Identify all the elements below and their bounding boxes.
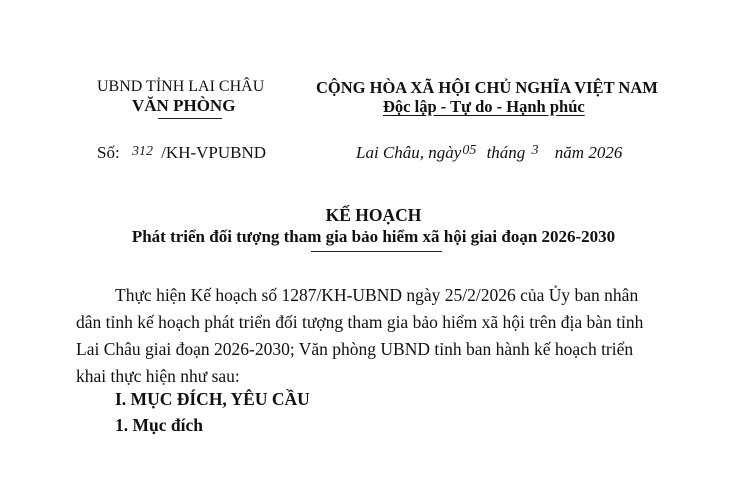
date-month: 3	[531, 143, 539, 158]
issuer-underline	[158, 118, 222, 119]
issuer-office: VĂN PHÒNG	[132, 96, 236, 115]
title-underline	[311, 251, 442, 252]
national-title: CỘNG HÒA XÃ HỘI CHỦ NGHĨA VIỆT NAM	[316, 78, 658, 97]
body-line-3: Lai Châu giai đoạn 2026-2030; Văn phòng UBND tỉnh ban hành kế hoạch triển	[76, 339, 634, 359]
body-line-2: dân tỉnh kế hoạch phát triển đối tượng tham gia bảo hiểm xã hội trên địa bàn tỉnh	[76, 312, 644, 332]
subsection-heading-1: 1. Mục đích	[115, 415, 203, 435]
document-number-prefix: Số:	[97, 143, 120, 162]
document-subtitle: Phát triển đối tượng tham gia bảo hiểm xã hội giai đoạn 2026-2030	[131, 227, 616, 246]
national-motto: Độc lập - Tự do - Hạnh phúc	[383, 97, 585, 116]
section-heading-1: I. MỤC ĐÍCH, YÊU CẦU	[115, 389, 310, 409]
date-place: Lai Châu, ngày	[356, 143, 462, 162]
document-date	[356, 143, 622, 163]
document-title: KẾ HOẠCH	[325, 205, 422, 225]
date-year: năm 2026	[554, 143, 623, 162]
body-line-4: khai thực hiện như sau:	[76, 366, 240, 386]
issuer-province: UBND TỈNH LAI CHÂU	[97, 78, 265, 95]
document-number	[97, 143, 266, 163]
document-number-value: 312	[131, 144, 153, 159]
body-line-1: Thực hiện Kế hoạch số 1287/KH-UBND ngày 25/2/2026 của Ủy ban nhân	[115, 285, 639, 305]
document-number-suffix: /KH-VPUBND	[161, 143, 267, 162]
date-month-label: tháng	[486, 143, 526, 162]
date-day: 05	[462, 143, 477, 158]
